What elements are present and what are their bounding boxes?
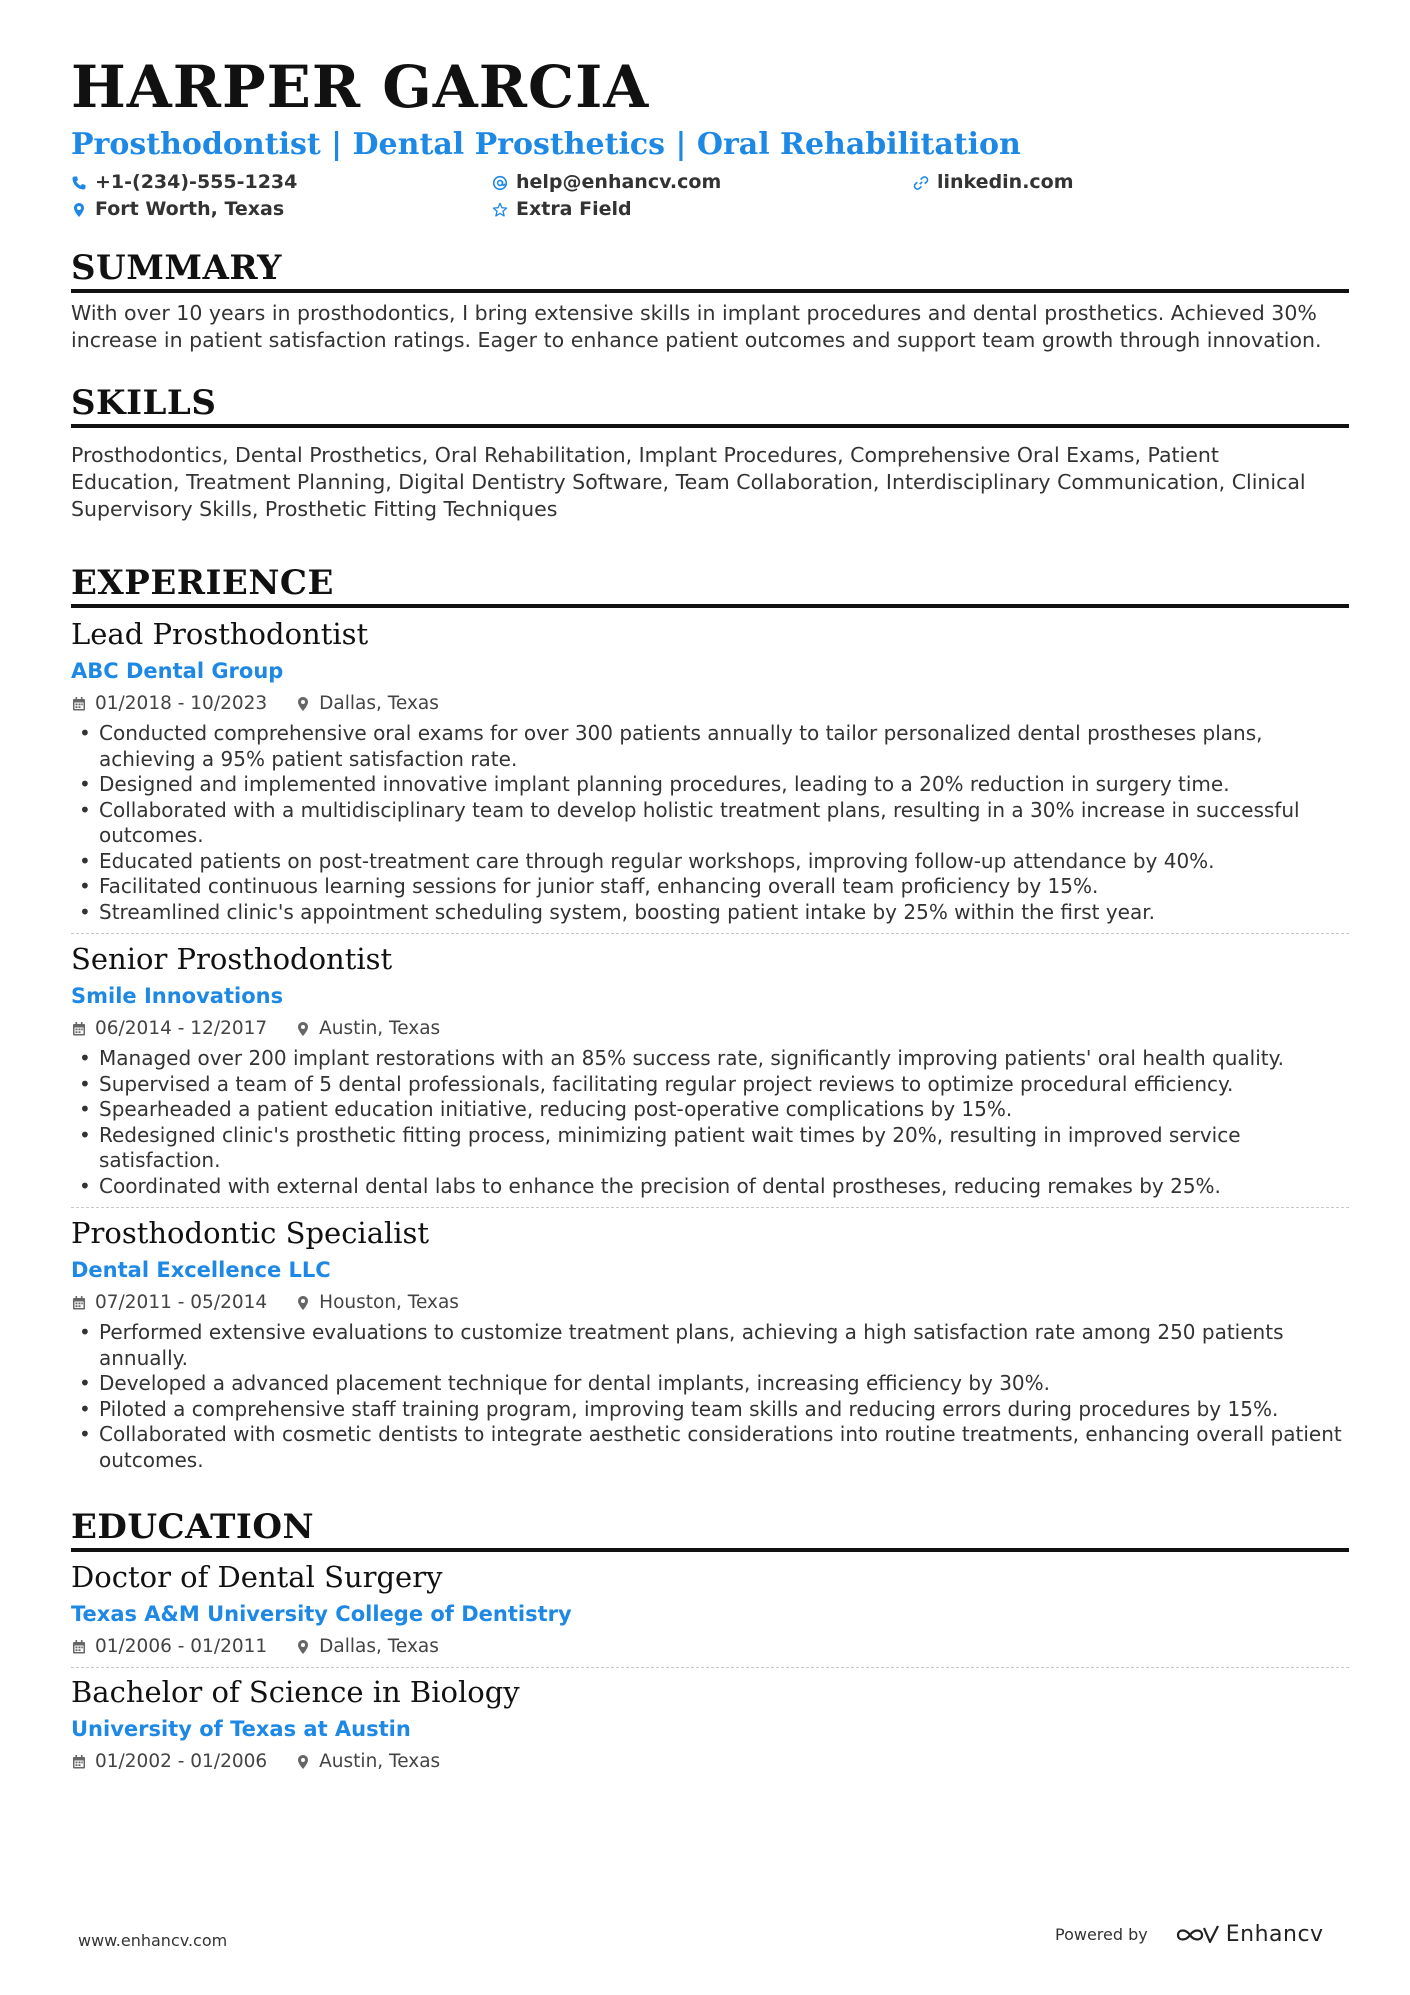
bullet-item: • Educated patients on post-treatment care through regular workshops, improving follow-up attendance by 40%.: [71, 849, 1349, 875]
bullet-item: • Managed over 200 implant restorations with an 85% success rate, significantly improving patients' oral health quality.: [71, 1046, 1349, 1072]
job-bullets: [71, 721, 1349, 925]
calendar-icon: [71, 1754, 87, 1770]
bullet-item: • Coordinated with external dental labs to enhance the precision of dental prostheses, reducing remakes by 25%.: [71, 1174, 1349, 1200]
job-location: Austin, Texas: [319, 1018, 441, 1039]
calendar-icon: [71, 1021, 87, 1037]
contact-email-text: help@enhancv.com: [516, 171, 722, 193]
location-pin-icon: [295, 696, 311, 712]
job-meta: [71, 1294, 459, 1313]
footer-branding: [1055, 1922, 1324, 1947]
education-heading: EDUCATION: [71, 1507, 315, 1547]
contact-email[interactable]: [492, 173, 721, 192]
candidate-headline: Prosthodontist | Dental Prosthetics | Oral Rehabilitation: [71, 127, 1021, 162]
skills-heading: SKILLS: [71, 383, 217, 423]
enhancv-logo[interactable]: [1174, 1922, 1324, 1947]
experience-heading: EXPERIENCE: [71, 563, 334, 603]
bullet-item: • Designed and implemented innovative implant planning procedures, leading to a 20% reduction in surgery time.: [71, 772, 1349, 798]
bullet-item: • Developed a advanced placement technique for dental implants, increasing efficiency by 30%.: [71, 1371, 1349, 1397]
job-company[interactable]: ABC Dental Group: [71, 659, 284, 683]
education-divider: [71, 1667, 1349, 1668]
bullet-item: • Collaborated with a multidisciplinary team to develop holistic treatment plans, resulting in a 30% increase in successful outcomes.: [71, 798, 1349, 849]
job-location: Houston, Texas: [319, 1292, 459, 1313]
bullet-item: • Spearheaded a patient education initiative, reducing post-operative complications by 15%.: [71, 1097, 1349, 1123]
job-dates: 01/2018 - 10/2023: [95, 693, 268, 714]
job-title: Senior Prosthodontist: [71, 942, 393, 976]
education-dates: 01/2002 - 01/2006: [95, 1751, 268, 1772]
bullet-item: • Performed extensive evaluations to customize treatment plans, achieving a high satisfaction rate among 250 patients annually.: [71, 1320, 1349, 1371]
location-pin-icon: [71, 202, 87, 218]
job-bullets: [71, 1046, 1349, 1199]
contact-location: [71, 200, 284, 219]
enhancv-brand-text: Enhancv: [1225, 1922, 1324, 1947]
contact-location-text: Fort Worth, Texas: [95, 198, 285, 220]
job-dates: 07/2011 - 05/2014: [95, 1292, 268, 1313]
bullet-item: • Conducted comprehensive oral exams for over 300 patients annually to tailor personalized dental prostheses plans, achieving a 95% patient satisfaction rate.: [71, 721, 1349, 772]
summary-text: With over 10 years in prosthodontics, I bring extensive skills in implant procedures and dental prosthetics. Achieved 30% increase in patient satisfaction ratings. Eager to enhance patient outcomes and support team growth through innovation.: [71, 301, 1322, 352]
skills-text: Prosthodontics, Dental Prosthetics, Oral Rehabilitation, Implant Procedures, Comprehensive Oral Exams, Patient Education, Treatment Planning, Digital Dentistry Software, Team Collaboration, Interdisciplinary Communication, Clinical Supervisory Skills, Prosthetic Fitting Techniques: [71, 443, 1306, 521]
skills-rule: [71, 424, 1349, 428]
at-icon: [492, 175, 508, 191]
bullet-item: • Facilitated continuous learning sessions for junior staff, enhancing overall team proficiency by 15%.: [71, 874, 1349, 900]
location-pin-icon: [295, 1021, 311, 1037]
experience-rule: [71, 604, 1349, 608]
contact-extra: [492, 200, 632, 219]
bullet-item: • Collaborated with cosmetic dentists to integrate aesthetic considerations into routine treatments, enhancing overall patient outcomes.: [71, 1422, 1349, 1473]
bullet-item: • Piloted a comprehensive staff training program, improving team skills and reducing errors during procedures by 15%.: [71, 1397, 1349, 1423]
job-meta: [71, 1020, 440, 1039]
location-pin-icon: [295, 1754, 311, 1770]
powered-by-label: Powered by: [1055, 1925, 1148, 1944]
location-pin-icon: [295, 1295, 311, 1311]
calendar-icon: [71, 696, 87, 712]
job-company[interactable]: Smile Innovations: [71, 984, 284, 1008]
summary-rule: [71, 289, 1349, 293]
star-icon: [492, 202, 508, 218]
location-pin-icon: [295, 1639, 311, 1655]
job-dates: 06/2014 - 12/2017: [95, 1018, 268, 1039]
calendar-icon: [71, 1295, 87, 1311]
education-school[interactable]: University of Texas at Austin: [71, 1717, 411, 1741]
job-divider: [71, 1207, 1349, 1208]
education-dates: 01/2006 - 01/2011: [95, 1636, 268, 1657]
contact-link[interactable]: [913, 173, 1074, 192]
education-rule: [71, 1548, 1349, 1552]
education-school[interactable]: Texas A&M University College of Dentistry: [71, 1602, 572, 1626]
contact-phone: [71, 173, 297, 192]
footer-website[interactable]: www.enhancv.com: [78, 1931, 228, 1950]
education-location: Dallas, Texas: [319, 1636, 439, 1657]
bullet-item: • Redesigned clinic's prosthetic fitting process, minimizing patient wait times by 20%, resulting in improved service satisfaction.: [71, 1123, 1349, 1174]
job-meta: [71, 695, 439, 714]
education-degree: Bachelor of Science in Biology: [71, 1675, 520, 1709]
job-divider: [71, 933, 1349, 934]
candidate-name: HARPER GARCIA: [71, 53, 650, 121]
link-icon: [913, 175, 929, 191]
enhancv-logo-icon: [1174, 1923, 1220, 1947]
job-bullets: [71, 1320, 1349, 1473]
education-meta: [71, 1638, 439, 1657]
job-location: Dallas, Texas: [319, 693, 439, 714]
phone-icon: [71, 175, 87, 191]
calendar-icon: [71, 1639, 87, 1655]
summary-heading: SUMMARY: [71, 248, 282, 288]
education-location: Austin, Texas: [319, 1751, 441, 1772]
contact-link-text: linkedin.com: [937, 171, 1074, 193]
contact-phone-text: +1-(234)-555-1234: [95, 171, 298, 193]
bullet-item: • Supervised a team of 5 dental professionals, facilitating regular project reviews to optimize procedural efficiency.: [71, 1072, 1349, 1098]
bullet-item: • Streamlined clinic's appointment scheduling system, boosting patient intake by 25% within the first year.: [71, 900, 1349, 926]
job-title: Lead Prosthodontist: [71, 617, 369, 651]
contact-extra-text: Extra Field: [516, 198, 632, 220]
education-meta: [71, 1753, 440, 1772]
education-degree: Doctor of Dental Surgery: [71, 1560, 443, 1594]
job-company[interactable]: Dental Excellence LLC: [71, 1258, 331, 1282]
job-title: Prosthodontic Specialist: [71, 1216, 430, 1250]
